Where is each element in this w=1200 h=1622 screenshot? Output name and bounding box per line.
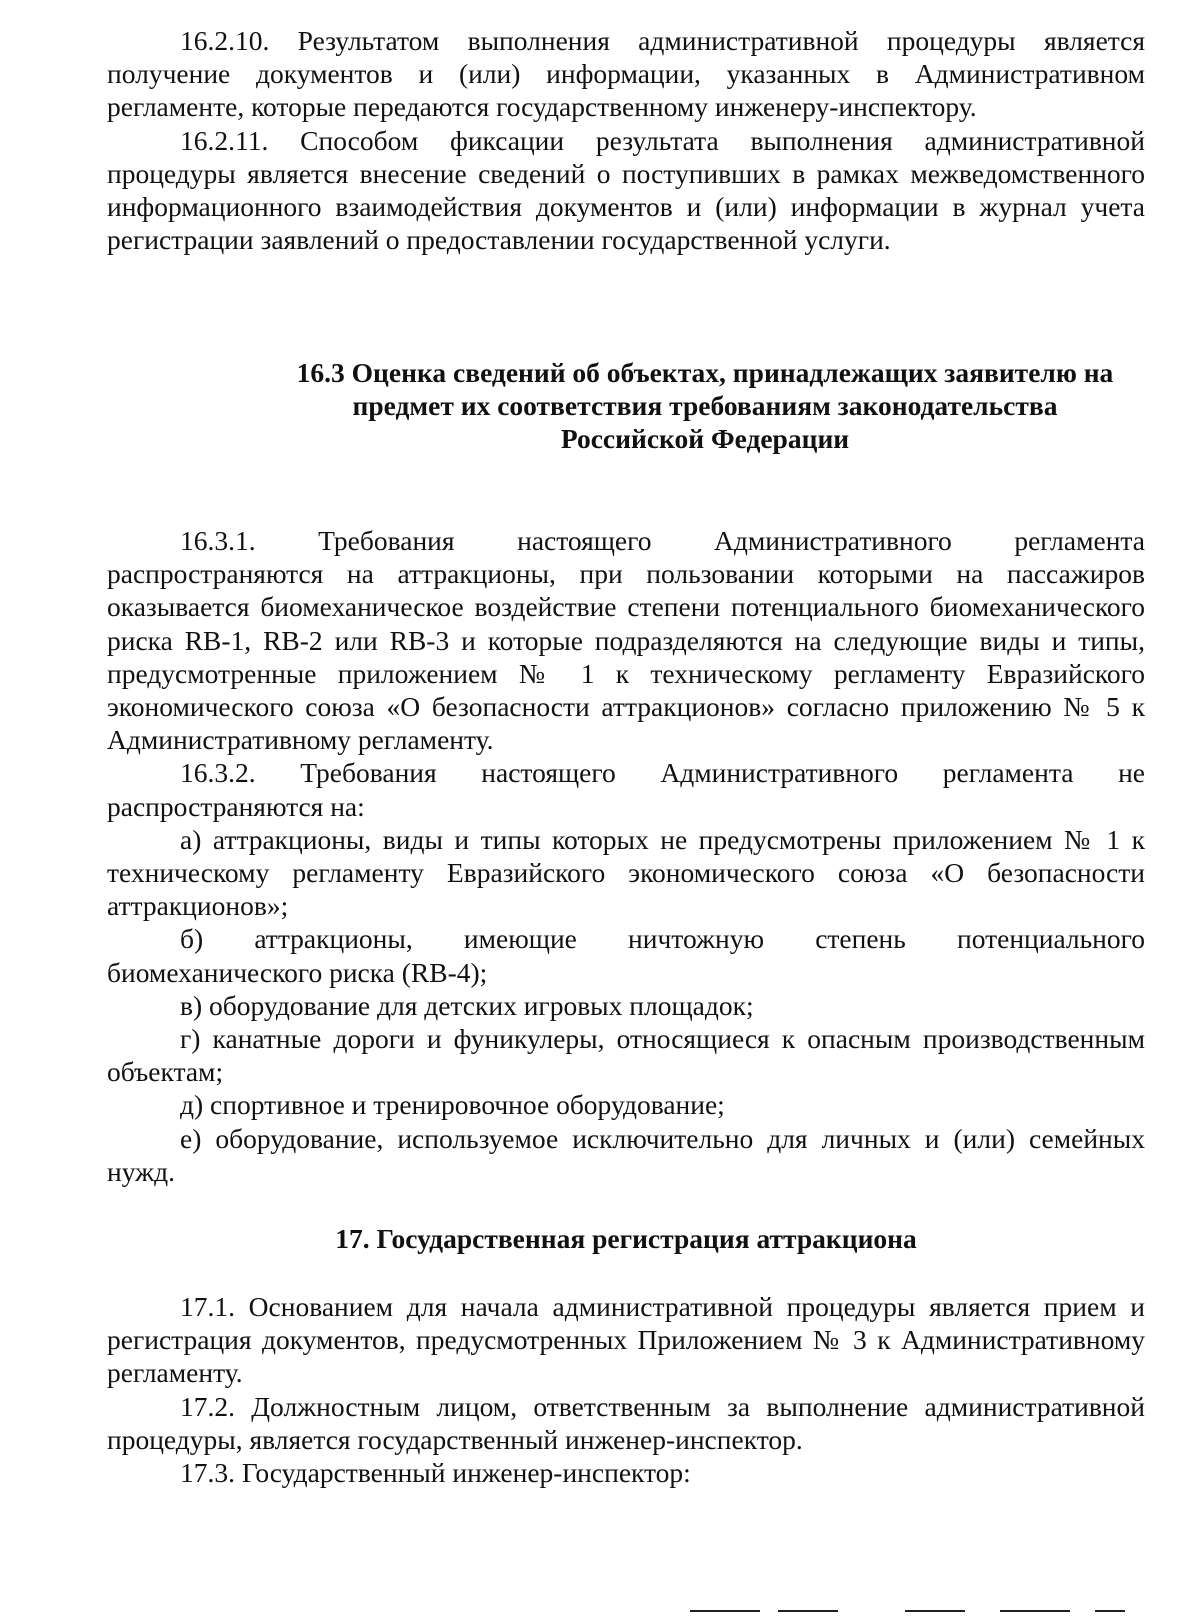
paragraph-16-2-11: 16.2.11. Способом фиксации результата выполнения административной процедуры является внесение сведений о поступивших в рамках межведомственного информационного взаимодействия документов и (или) информации в журнал учета регистрации заявлений о предоставлении государственной услуги. xyxy=(107,124,1145,256)
scan-artifact-line xyxy=(778,1610,838,1612)
list-item-e: е) оборудование, используемое исключительно для личных и (или) семейных нужд. xyxy=(107,1122,1145,1187)
paragraph-17-2: 17.2. Должностным лицом, ответственным за выполнение административной процедуры, является государственный инженер-инспектор. xyxy=(107,1390,1145,1455)
section-heading-16-3 xyxy=(255,356,1155,456)
scan-artifact-line xyxy=(1095,1610,1125,1612)
section-heading-17 xyxy=(107,1222,1145,1255)
heading-17-title: 17. Государственная регистрация аттракциона xyxy=(335,1223,917,1254)
paragraph-16-3-1: 16.3.1. Требования настоящего Административного регламента распространяются на аттракционы, при пользовании которыми на пассажиров оказывается биомеханическое воздействие степени потенциального биомеханического риска RB-1, RB-2 или RB-3 и которые подразделяются на следующие виды и типы, предусмотренные приложением № 1 к техническому регламенту Евразийского экономического союза «О безопасности аттракционов» согласно приложению № 5 к Административному регламенту. xyxy=(107,525,1145,756)
list-item-b: б) аттракционы, имеющие ничтожную степень потенциального биомеханического риска (RB-4); xyxy=(107,923,1145,988)
paragraph-16-2-10: 16.2.10. Результатом выполнения административной процедуры является получение документов и (или) информации, указанных в Административном регламенте, которые передаются государственному инженеру-инспектору. xyxy=(107,25,1145,123)
paragraph-16-3-2: 16.3.2. Требования настоящего Административного регламента не распространяются на: xyxy=(107,757,1145,822)
list-item-g: г) канатные дороги и фуникулеры, относящиеся к опасным производственным объектам; xyxy=(107,1023,1145,1088)
section-16-2-tail xyxy=(107,24,1145,256)
list-item-v: в) оборудование для детских игровых площадок; xyxy=(180,989,754,1021)
heading-16-3-line-3: Российской Федерации xyxy=(560,423,850,455)
list-item-a: а) аттракционы, виды и типы которых не предусмотрены приложением № 1 к техническому регламенту Евразийского экономического союза «О безопасности аттракционов»; xyxy=(107,823,1145,922)
heading-16-3-line-1: 16.3 Оценка сведений об объектах, принадлежащих заявителю на xyxy=(296,357,1114,388)
paragraph-17-3: 17.3. Государственный инженер-инспектор: xyxy=(180,1457,691,1489)
section-16-3-body xyxy=(107,524,1145,1188)
heading-16-3-line-2: предмет их соответствия требованиям законодательства xyxy=(352,390,1058,422)
scan-artifact-line xyxy=(690,1610,760,1612)
list-item-d: д) спортивное и тренировочное оборудование; xyxy=(180,1089,725,1121)
paragraph-17-1: 17.1. Основанием для начала административной процедуры является прием и регистрация документов, предусмотренных Приложением № 3 к Административному регламенту. xyxy=(107,1291,1145,1389)
scan-artifact-line xyxy=(1000,1610,1070,1612)
section-17-body xyxy=(107,1290,1145,1489)
scan-artifact-line xyxy=(905,1610,965,1612)
